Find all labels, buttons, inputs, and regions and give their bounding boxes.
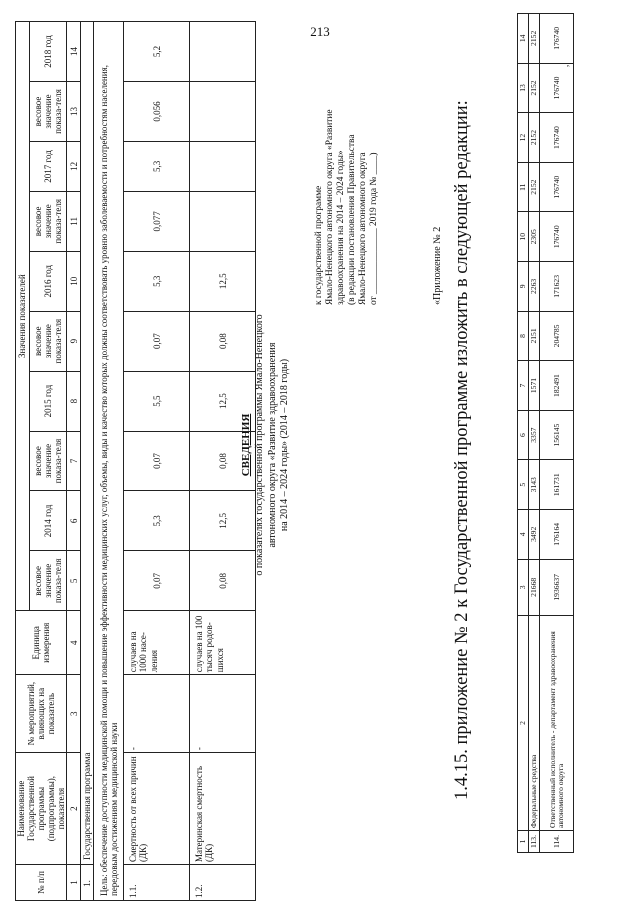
- table-cell: 21668: [529, 559, 540, 615]
- table-cell: 13: [518, 63, 529, 113]
- table-cell: 2: [67, 753, 81, 865]
- table-cell: 176740: [540, 63, 574, 113]
- header-name: Наименование Государственной программы (подпрограммы), показателя: [16, 753, 67, 865]
- table-row: [190, 22, 256, 901]
- table-cell: 176164: [540, 510, 574, 560]
- table-cell: 5,3: [124, 251, 190, 311]
- table-cell: 5,3: [124, 141, 190, 191]
- table-cell: 176740: [540, 113, 574, 163]
- table-cell: 2305: [529, 212, 540, 262]
- table-cell: 176740: [540, 162, 574, 212]
- appendix-line: к государственной программе: [314, 185, 324, 305]
- header-year: 2017 год: [30, 141, 67, 191]
- appendix-line: от ______________ 2019 года № ____): [369, 152, 380, 305]
- table-cell: 3143: [529, 460, 540, 510]
- table-cell: 1936637: [540, 559, 574, 615]
- table-cell: 171623: [540, 262, 574, 312]
- table-cell: 4: [518, 510, 529, 560]
- table-cell: 0,07: [124, 551, 190, 611]
- table-cell: 12,5: [190, 251, 256, 311]
- table-cell: 4: [67, 611, 81, 675]
- table-cell: 176740: [540, 212, 574, 262]
- table-cell: 10: [67, 251, 81, 311]
- table-cell: 5,3: [124, 491, 190, 551]
- goal-text: Цель: обеспечение доступности медицинской помощи и повышение эффективности медицинских услуг, объемы, виды и качество которых должны соответствовать уровню заболеваемости и потребностям населения, передовым достижениям медицинской науки: [94, 22, 124, 901]
- header-values-group: Значения показателей: [16, 22, 30, 611]
- margin-mark: ,: [560, 64, 570, 67]
- header-weight: весовое значение показа-теля: [30, 311, 67, 371]
- table-cell: 0,08: [190, 551, 256, 611]
- table-cell: Ответственный исполнитель - департамент здравоохранения автономного округа: [540, 616, 574, 831]
- header-unit: Единица измерения: [16, 611, 67, 675]
- table-row: [124, 22, 190, 901]
- table-cell: Федеральные средства: [529, 616, 540, 831]
- title-line: о показателях государственной программы Ямало-Ненецкого: [254, 314, 266, 576]
- table-cell: [190, 141, 256, 191]
- table-cell: 11: [67, 191, 81, 251]
- table-cell: 113.: [529, 831, 540, 853]
- table-cell: 13: [67, 82, 81, 142]
- table-cell: 11: [518, 162, 529, 212]
- table-cell: 14: [67, 22, 81, 82]
- table-cell: 1.: [81, 865, 94, 901]
- table-cell: [190, 191, 256, 251]
- table-cell: 156145: [540, 410, 574, 460]
- table-cell: 161731: [540, 460, 574, 510]
- header-weight: весовое значение показа-теля: [30, 431, 67, 491]
- table-cell: 2263: [529, 262, 540, 312]
- table-cell: Материнская смертность (ДК): [190, 753, 256, 865]
- header-year: 2014 год: [30, 491, 67, 551]
- table-cell: 1571: [529, 361, 540, 411]
- header-weight: весовое значение показа-теля: [30, 551, 67, 611]
- table-cell: 8: [518, 311, 529, 361]
- appendix-line: здравоохранения на 2014 – 2024 годы»: [336, 150, 347, 305]
- goal-row: [94, 22, 124, 901]
- table-cell: 0,08: [190, 311, 256, 371]
- table-cell: 3492: [529, 510, 540, 560]
- table-cell: случаев на 1000 насе-ления: [124, 611, 190, 675]
- table-cell: 8: [67, 371, 81, 431]
- table-cell: 1.1.: [124, 865, 190, 901]
- table-cell: 7: [518, 361, 529, 411]
- table-cell: 12,5: [190, 371, 256, 431]
- table-cell: Государственная программа: [81, 22, 94, 865]
- table-cell: 182491: [540, 361, 574, 411]
- budget-table-header-row: [518, 14, 529, 853]
- table-cell: 2152: [529, 113, 540, 163]
- table-cell: 7: [67, 431, 81, 491]
- table-cell: 12: [67, 141, 81, 191]
- table-cell: 5: [518, 460, 529, 510]
- table-cell: 0,07: [124, 431, 190, 491]
- section-heading: 1.4.15. приложение № 2 к Государственной программе изложить в следующей редакции:: [452, 100, 472, 800]
- table-cell: -: [124, 675, 190, 753]
- appendix-line: Ямало-Ненецкого автономного округа «Развитие: [325, 109, 336, 305]
- table-cell: 0,08: [190, 431, 256, 491]
- table-cell: 3: [67, 675, 81, 753]
- table-header-row: [16, 22, 30, 901]
- title-line: на 2014 – 2024 годы» (2014 – 2018 годы): [278, 358, 290, 532]
- table-cell: 6: [67, 491, 81, 551]
- section-row: [81, 22, 94, 901]
- table-cell: [190, 82, 256, 142]
- title-line: автономного округа «Развитие здравоохранения: [266, 342, 278, 548]
- header-no: № п/п: [16, 865, 67, 901]
- appendix-number: «Приложение № 2: [432, 226, 443, 305]
- document-title: СВЕДЕНИЯ: [240, 413, 252, 477]
- table-cell: 10: [518, 212, 529, 262]
- header-weight: весовое значение показа-теля: [30, 191, 67, 251]
- indicators-table: [15, 21, 256, 901]
- table-cell: 0,07: [124, 311, 190, 371]
- appendix-reference: [300, 15, 381, 305]
- table-cell: 114.: [540, 831, 574, 853]
- header-events: № мероприятий, влияющих на показатель: [16, 675, 67, 753]
- table-cell: 2151: [529, 311, 540, 361]
- header-year: 2016 год: [30, 251, 67, 311]
- header-year: 2015 год: [30, 371, 67, 431]
- page-number: 213: [310, 24, 330, 39]
- header-year: 2018 год: [30, 22, 67, 82]
- table-cell: 2152: [529, 14, 540, 64]
- table-cell: 5,5: [124, 371, 190, 431]
- table-cell: 1: [67, 865, 81, 901]
- table-cell: 9: [518, 262, 529, 312]
- budget-table: [517, 13, 574, 853]
- header-weight: весовое значение показа-теля: [30, 82, 67, 142]
- table-cell: 9: [67, 311, 81, 371]
- table-cell: -: [190, 675, 256, 753]
- table-cell: 0,077: [124, 191, 190, 251]
- appendix-line: (в редакции постановления Правительства: [347, 134, 358, 305]
- table-cell: 204785: [540, 311, 574, 361]
- table-cell: 0,056: [124, 82, 190, 142]
- table-cell: 176740: [540, 14, 574, 64]
- table-cell: 12,5: [190, 491, 256, 551]
- table-row: [540, 14, 574, 853]
- column-number-row: [67, 22, 81, 901]
- table-cell: [190, 22, 256, 82]
- table-cell: 1.2.: [190, 865, 256, 901]
- table-cell: 12: [518, 113, 529, 163]
- table-cell: случаев на 100 тысяч родов-шихся: [190, 611, 256, 675]
- table-cell: 6: [518, 410, 529, 460]
- table-row: [529, 14, 540, 853]
- table-cell: 5: [67, 551, 81, 611]
- table-cell: 2152: [529, 63, 540, 113]
- table-cell: 2: [518, 616, 529, 831]
- table-cell: 14: [518, 14, 529, 64]
- table-cell: 2152: [529, 162, 540, 212]
- table-cell: 1: [518, 831, 529, 853]
- table-cell: 3357: [529, 410, 540, 460]
- appendix-line: Ямало-Ненецкого автономного округа: [358, 152, 369, 305]
- table-cell: 5,2: [124, 22, 190, 82]
- table-cell: Смертность от всех причин (ДК): [124, 753, 190, 865]
- table-cell: 3: [518, 559, 529, 615]
